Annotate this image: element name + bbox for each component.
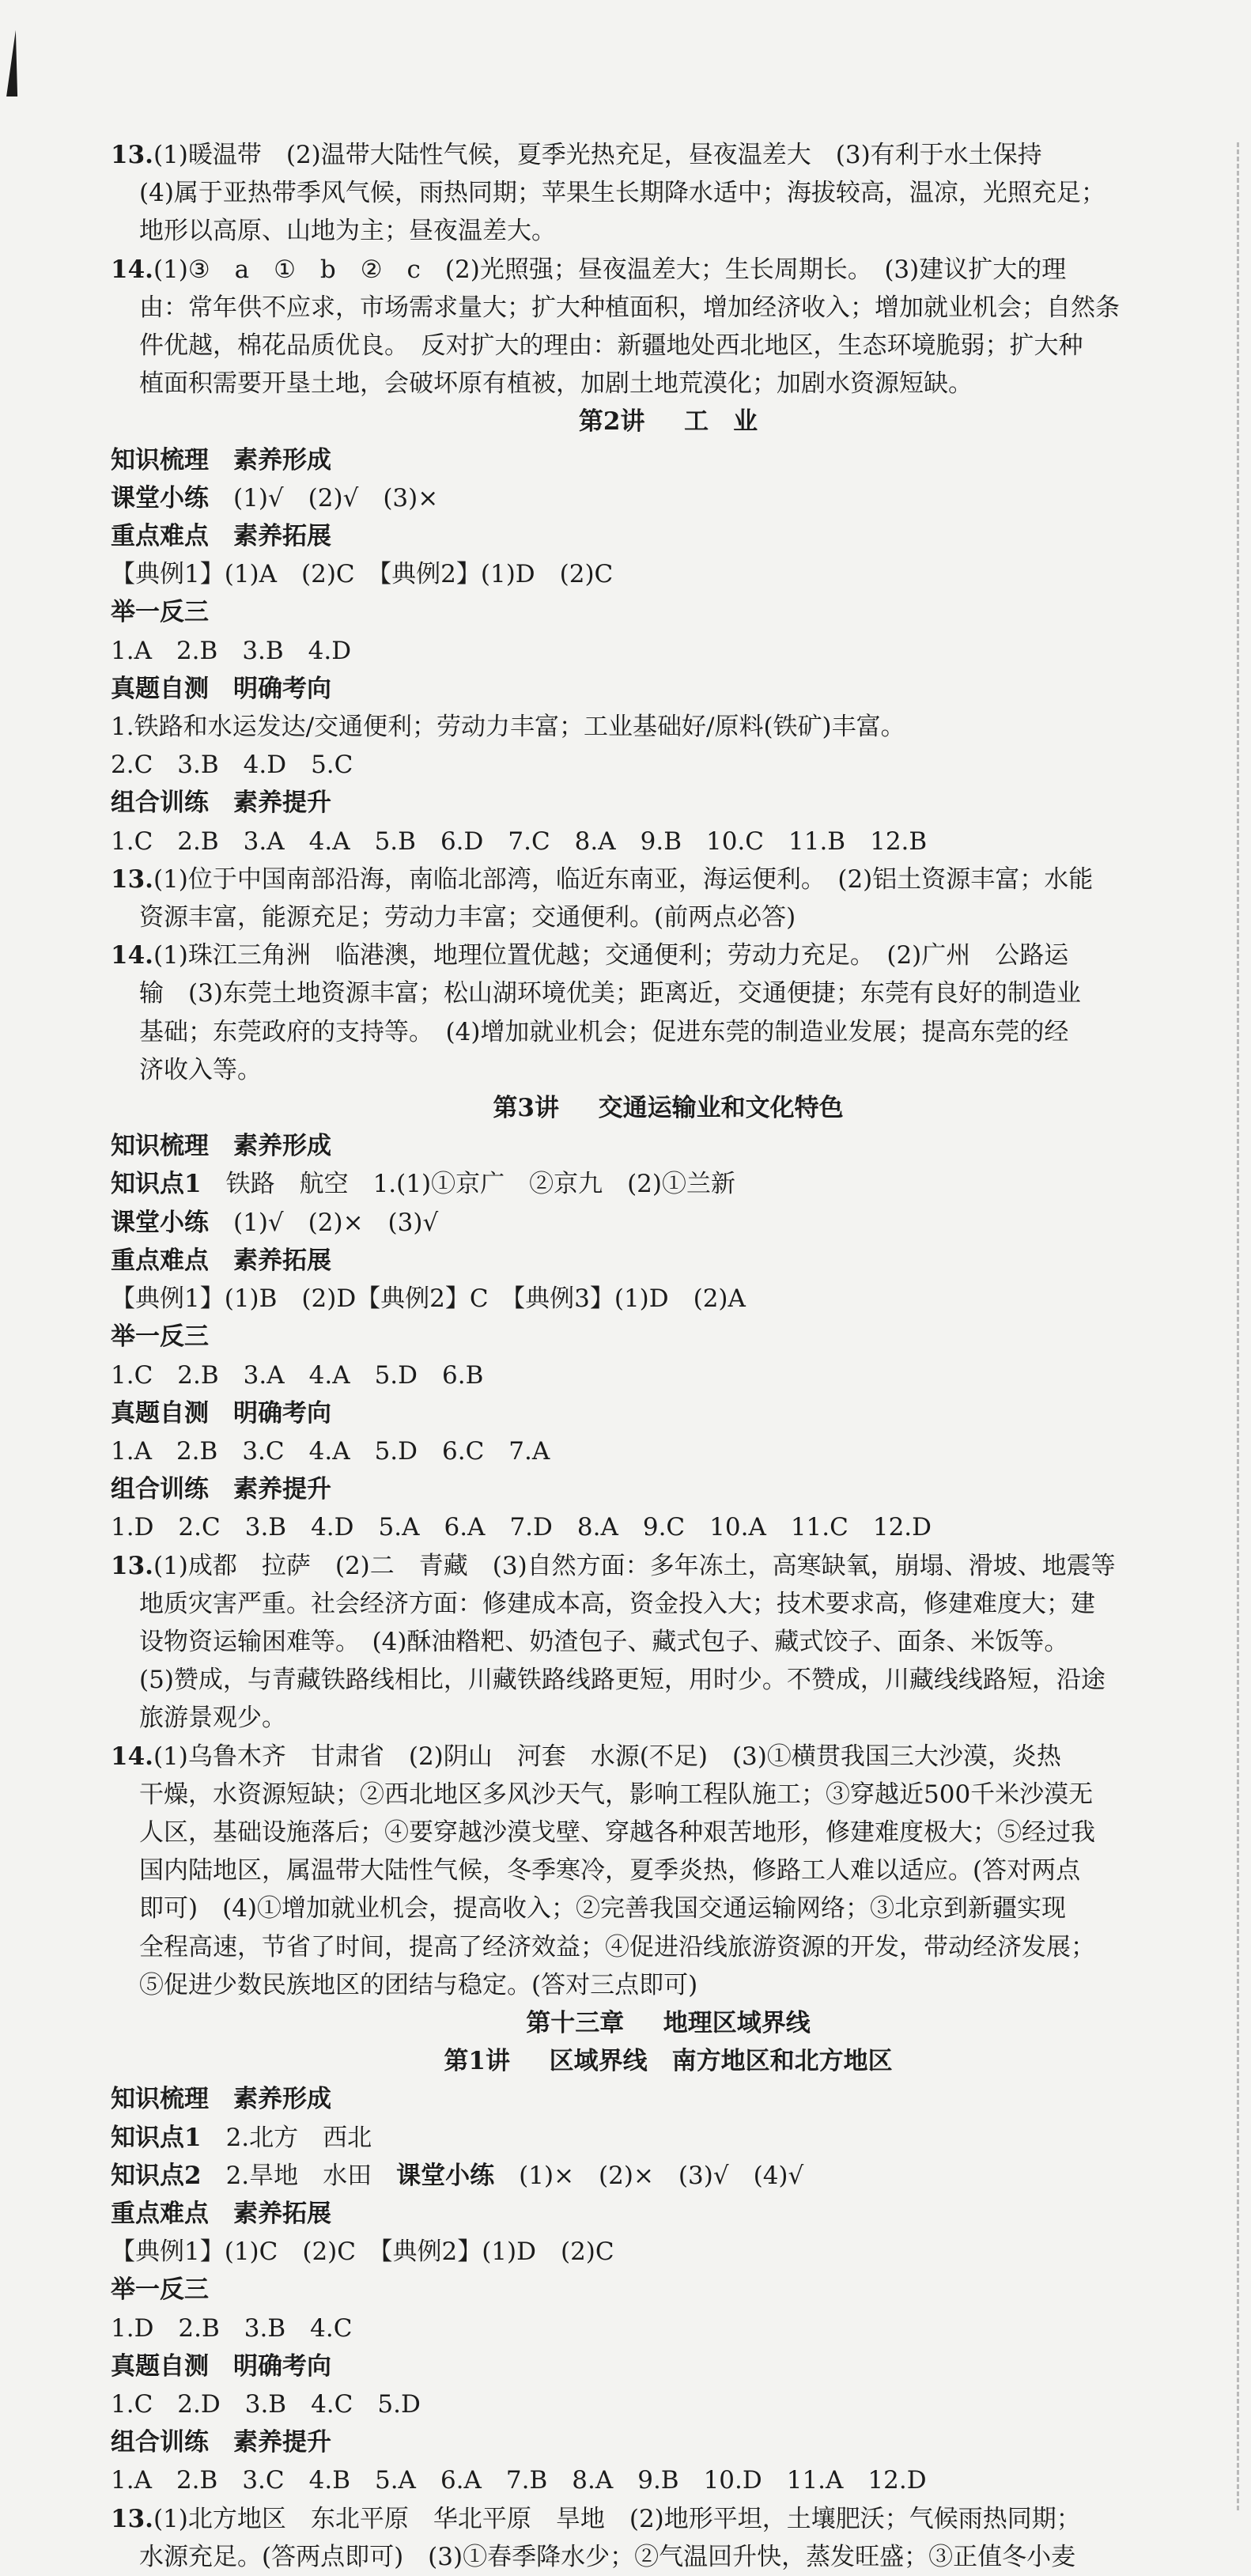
binding-dashed-line <box>1237 142 1239 2510</box>
answer-text: (1)珠江三角洲 临港澳，地理位置优越；交通便利；劳动力充足。 (2)广州 公路运 <box>153 941 1069 970</box>
item-label: 课堂小练 <box>111 483 209 513</box>
answer-line <box>111 1013 1226 1051</box>
heading-number: 第十三章 <box>526 2008 625 2037</box>
answer-line <box>111 632 1226 670</box>
subsection-label <box>111 1394 1226 1432</box>
answer-text: ⑤促进少数民族地区的团结与稳定。(答对三点即可) <box>139 1970 698 1999</box>
answer-line <box>111 936 1226 974</box>
answer-line <box>111 1699 1226 1737</box>
answer-text: (5)赞成，与青藏铁路线相比，川藏铁路线路更短，用时少。不赞成，川藏线线路短，沿途 <box>139 1666 1105 1695</box>
subsection-label <box>111 517 1226 555</box>
heading-number: 第3讲 <box>493 1094 559 1123</box>
answer-line <box>111 479 1226 517</box>
answer-text: 即可) (4)①增加就业机会，提高收入；②完善我国交通运输网络；③北京到新疆实现 <box>139 1894 1067 1923</box>
answer-text: 国内陆地区，属温带大陆性气候，冬季寒冷，夏季炎热，修路工人难以适应。(答对两点 <box>139 1856 1081 1886</box>
subsection-text: 组合训练 素养提升 <box>111 789 331 818</box>
answer-text: 2.北方 西北 <box>225 2123 372 2152</box>
subsection-text: 重点难点 素养拓展 <box>111 1246 331 1275</box>
answer-text: 输 (3)东莞土地资源丰富；松山湖环境优美；距离近，交通便捷；东莞有良好的制造业 <box>139 979 1081 1008</box>
answer-text: 1.A 2.B 3.B 4.D <box>111 636 352 665</box>
answer-text: 干燥，水资源短缺；②西北地区多风沙天气，影响工程队施工；③穿越近500千米沙漠无 <box>139 1780 1094 1809</box>
answer-text: 地形以高原、山地为主；昼夜温差大。 <box>139 217 556 246</box>
answer-text: (1)暖温带 (2)温带大陆性气候，夏季光热充足，昼夜温差大 (3)有利于水土保持 <box>153 141 1042 169</box>
answer-line <box>111 746 1226 784</box>
answer-line <box>111 974 1226 1012</box>
answer-line <box>111 1776 1226 1814</box>
item-label: 课堂小练 <box>396 2161 495 2190</box>
answer-line <box>111 1051 1226 1089</box>
question-number: 13. <box>111 1551 153 1580</box>
answer-text: 2.旱地 水田 <box>225 2161 397 2190</box>
answer-key-content <box>111 136 1226 2576</box>
answer-line <box>111 1814 1226 1852</box>
answer-line <box>111 1738 1226 1776</box>
heading-title: 工 业 <box>684 407 758 437</box>
item-label: 知识点1 <box>111 1170 202 1199</box>
answer-text: 1.A 2.B 3.C 4.B 5.A 6.A 7.B 8.A 9.B 10.D 11.A 12.D <box>111 2466 927 2495</box>
answer-text: 【典例1】(1)A (2)C 【典例2】(1)D (2)C <box>111 560 614 589</box>
answer-text: 2.C 3.B 4.D 5.C <box>111 751 353 780</box>
subsection-label <box>111 593 1226 631</box>
answer-line <box>111 1165 1226 1203</box>
answer-text: (1)√ (2)× (3)√ <box>233 1208 439 1237</box>
answer-text: (1)乌鲁木齐 甘肃省 (2)阴山 河套 水源(不足) (3)①横贯我国三大沙漠，炎热 <box>153 1742 1061 1771</box>
answer-line <box>111 1928 1226 1966</box>
question-number: 14. <box>111 941 153 970</box>
answer-text: 铁路 航空 1.(1)①京广 ②京九 (2)①兰新 <box>225 1170 735 1199</box>
subsection-text: 知识梳理 素养形成 <box>111 2085 331 2114</box>
answer-text: 旅游景观少。 <box>139 1704 286 1733</box>
subsection-text: 知识梳理 素养形成 <box>111 445 331 475</box>
answer-line <box>111 1966 1226 2004</box>
subsection-label <box>111 2347 1226 2385</box>
answer-line <box>111 1889 1226 1927</box>
answer-line <box>111 251 1226 289</box>
subsection-text: 重点难点 素养拓展 <box>111 2199 331 2228</box>
subsection-label <box>111 1242 1226 1280</box>
answer-line <box>111 1432 1226 1470</box>
heading-title: 区域界线 南方地区和北方地区 <box>549 2047 893 2076</box>
section-heading <box>111 2042 1226 2080</box>
answer-line <box>111 1852 1226 1889</box>
answer-line <box>111 2461 1226 2499</box>
answer-text: 全程高速，节省了时间，提高了经济效益；④促进沿线旅游资源的开发，带动经济发展； <box>139 1932 1095 1961</box>
corner-mark <box>6 30 27 96</box>
answer-text: 1.C 2.B 3.A 4.A 5.D 6.B <box>111 1360 484 1390</box>
subsection-label <box>111 2271 1226 2309</box>
answer-line <box>111 2309 1226 2347</box>
section-heading <box>111 1089 1226 1127</box>
answer-line <box>111 289 1226 327</box>
answer-line <box>111 2500 1226 2538</box>
answer-line <box>111 708 1226 746</box>
answer-text: 植面积需要开垦土地，会破坏原有植被，加剧土地荒漠化；加剧水资源短缺。 <box>139 369 973 399</box>
subsection-label <box>111 2195 1226 2233</box>
answer-line <box>111 823 1226 861</box>
answer-line <box>111 212 1226 250</box>
answer-text: (4)属于亚热带季风气候，雨热同期；苹果生长期降水适中；海拔较高，温凉，光照充足； <box>139 179 1105 208</box>
answer-text: 1.D 2.C 3.B 4.D 5.A 6.A 7.D 8.A 9.C 10.A 11.C 12.D <box>111 1513 932 1542</box>
subsection-label <box>111 1470 1226 1508</box>
subsection-label <box>111 441 1226 479</box>
answer-text: 1.C 2.B 3.A 4.A 5.B 6.D 7.C 8.A 9.B 10.C 11.B 12.B <box>111 827 928 856</box>
subsection-text: 真题自测 明确考向 <box>111 674 331 703</box>
answer-line <box>111 136 1226 174</box>
answer-text: (1)√ (2)√ (3)× <box>233 483 439 513</box>
answer-text: 【典例1】(1)C (2)C 【典例2】(1)D (2)C <box>111 2237 614 2267</box>
question-number: 13. <box>111 864 153 894</box>
item-label: 知识点1 <box>111 2123 202 2152</box>
subsection-label <box>111 1318 1226 1356</box>
item-label: 课堂小练 <box>111 1208 209 1237</box>
subsection-text: 组合训练 素养提升 <box>111 1475 331 1504</box>
subsection-label <box>111 670 1226 708</box>
answer-text: 设物资运输困难等。 (4)酥油糌粑、奶渣包子、藏式包子、藏式饺子、面条、米饭等。 <box>139 1627 1069 1656</box>
answer-line <box>111 1356 1226 1394</box>
subsection-text: 举一反三 <box>111 1322 209 1352</box>
answer-line <box>111 1623 1226 1661</box>
answer-text: 地质灾害严重。社会经济方面：修建成本高，资金投入大；技术要求高，修建难度大；建 <box>139 1589 1095 1618</box>
heading-number: 第1讲 <box>444 2047 510 2076</box>
item-label: 知识点2 <box>111 2161 202 2190</box>
answer-line <box>111 1661 1226 1699</box>
question-number: 13. <box>111 141 153 169</box>
answer-text: 由：常年供不应求，市场需求量大；扩大种植面积，增加经济收入；增加就业机会；自然条 <box>139 293 1120 322</box>
answer-text: 基础；东莞政府的支持等。 (4)增加就业机会；促进东莞的制造业发展；提高东莞的经 <box>139 1017 1069 1046</box>
answer-text: (1)③ a ① b ② c (2)光照强；昼夜温差大；生长周期长。 (3)建议扩大的理 <box>153 255 1067 284</box>
heading-title: 地理区域界线 <box>663 2008 811 2037</box>
question-number: 14. <box>111 1742 153 1771</box>
subsection-text: 举一反三 <box>111 598 209 627</box>
answer-text: 1.A 2.B 3.C 4.A 5.D 6.C 7.A <box>111 1436 550 1466</box>
answer-text: 水源充足。(答两点即可) (3)①春季降水少；②气温回升快，蒸发旺盛；③正值冬小麦 <box>139 2542 1076 2571</box>
subsection-label <box>111 2423 1226 2461</box>
answer-text: 人区，基础设施落后；④要穿越沙漠戈壁、穿越各种艰苦地形，修建难度极大；⑤经过我 <box>139 1818 1095 1847</box>
answer-line <box>111 1204 1226 1242</box>
subsection-label <box>111 2080 1226 2118</box>
answer-line <box>111 2119 1226 2157</box>
answer-text: (1)× (2)× (3)√ (4)√ <box>519 2161 804 2190</box>
section-heading <box>111 403 1226 441</box>
answer-line <box>111 365 1226 403</box>
subsection-text: 真题自测 明确考向 <box>111 1398 331 1428</box>
subsection-text: 举一反三 <box>111 2275 209 2305</box>
subsection-text: 重点难点 素养拓展 <box>111 522 331 551</box>
answer-text: 资源丰富，能源充足；劳动力丰富；交通便利。(前两点必答) <box>139 903 796 932</box>
answer-line <box>111 174 1226 212</box>
subsection-label <box>111 1127 1226 1165</box>
answer-text: (1)北方地区 东北平原 华北平原 旱地 (2)地形平坦，土壤肥沃；气候雨热同期； <box>153 2504 1081 2533</box>
subsection-label <box>111 784 1226 822</box>
answer-line <box>111 1280 1226 1318</box>
answer-line <box>111 861 1226 898</box>
answer-text: (1)位于中国南部沿海，南临北部湾，临近东南亚，海运便利。 (2)铝土资源丰富；水能 <box>153 864 1094 894</box>
answer-text: 济收入等。 <box>139 1055 262 1084</box>
answer-line <box>111 327 1226 365</box>
question-number: 13. <box>111 2504 153 2533</box>
subsection-text: 组合训练 素养提升 <box>111 2428 331 2457</box>
answer-text: 【典例1】(1)B (2)D【典例2】C 【典例3】(1)D (2)A <box>111 1284 746 1314</box>
answer-line <box>111 2538 1226 2576</box>
answer-line <box>111 1547 1226 1585</box>
answer-line <box>111 2233 1226 2271</box>
answer-line <box>111 2157 1226 2195</box>
answer-text: 1.D 2.B 3.B 4.C <box>111 2313 353 2343</box>
subsection-text: 真题自测 明确考向 <box>111 2351 331 2381</box>
question-number: 14. <box>111 255 153 284</box>
answer-text: 1.C 2.D 3.B 4.C 5.D <box>111 2389 421 2419</box>
answer-line <box>111 1508 1226 1546</box>
heading-number: 第2讲 <box>578 407 645 437</box>
subsection-text: 知识梳理 素养形成 <box>111 1132 331 1161</box>
answer-line <box>111 898 1226 936</box>
answer-line <box>111 2385 1226 2423</box>
section-heading <box>111 2004 1226 2042</box>
answer-line <box>111 555 1226 593</box>
answer-text: 件优越，棉花品质优良。 反对扩大的理由：新疆地处西北地区，生态环境脆弱；扩大种 <box>139 331 1083 361</box>
heading-title: 交通运输业和文化特色 <box>598 1094 844 1123</box>
answer-line <box>111 1585 1226 1623</box>
answer-text: (1)成都 拉萨 (2)二 青藏 (3)自然方面：多年冻土，高寒缺氧，崩塌、滑坡、地震等 <box>153 1551 1116 1580</box>
answer-text: 1.铁路和水运发达/交通便利；劳动力丰富；工业基础好/原料(铁矿)丰富。 <box>111 713 905 742</box>
